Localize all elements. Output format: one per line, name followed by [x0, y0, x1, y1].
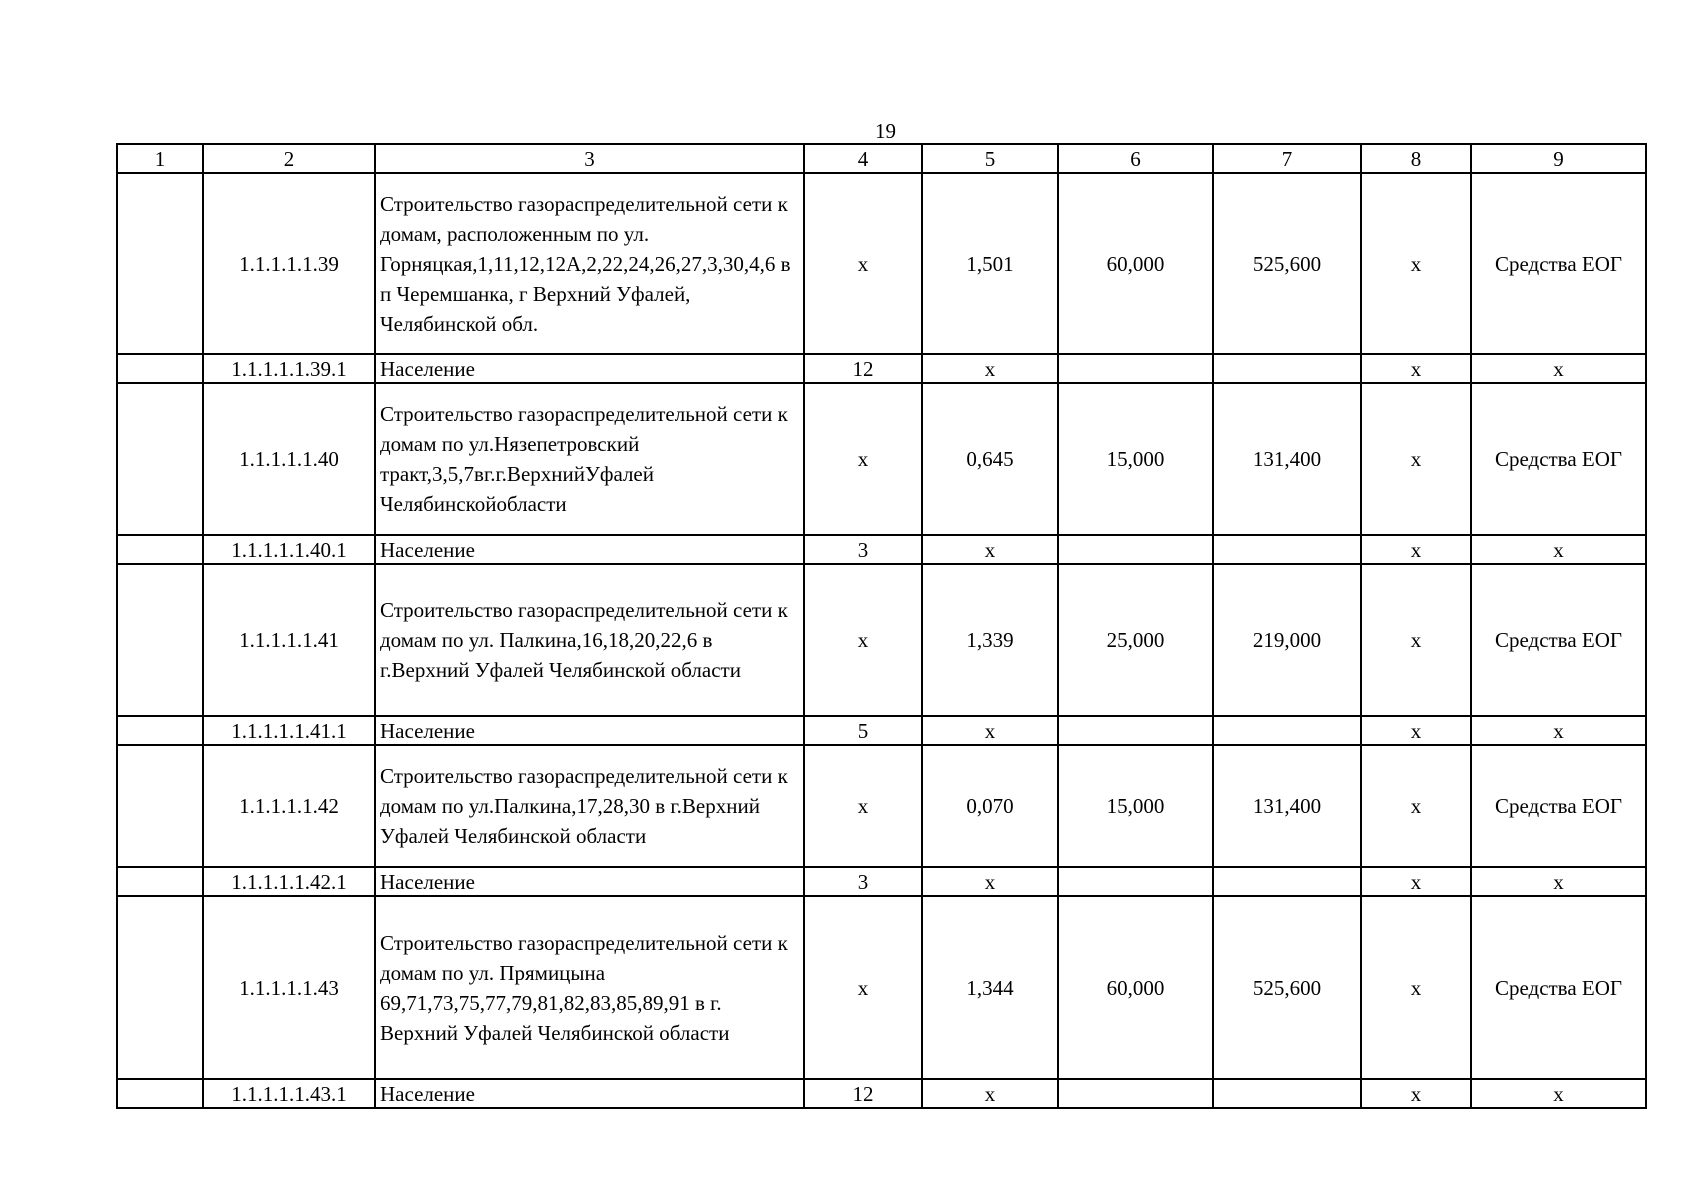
cell-code: 1.1.1.1.1.42 [203, 745, 375, 867]
cell-description: Население [375, 354, 804, 383]
cell-description: Строительство газораспределительной сети к домам, расположенным по ул. Горняцкая,1,11,12,12А,2,22,24,26,27,3,30,4,6 в п Черемшанка, г Верхний Уфалей, Челябинской обл. [375, 173, 804, 354]
table-row [117, 745, 1646, 867]
cell-col6 [1058, 535, 1213, 564]
cell-col8: х [1361, 354, 1471, 383]
cell-col7: 219,000 [1213, 564, 1361, 716]
cell-col5: х [922, 1079, 1058, 1108]
cell-col1 [117, 716, 203, 745]
cell-col5: 1,344 [922, 896, 1058, 1079]
cell-col6: 60,000 [1058, 173, 1213, 354]
cell-col6: 15,000 [1058, 383, 1213, 535]
cell-description: Население [375, 867, 804, 896]
cell-col8: х [1361, 535, 1471, 564]
cell-code: 1.1.1.1.1.41 [203, 564, 375, 716]
cell-col6: 25,000 [1058, 564, 1213, 716]
cell-code: 1.1.1.1.1.41.1 [203, 716, 375, 745]
cell-col1 [117, 173, 203, 354]
cell-code: 1.1.1.1.1.40 [203, 383, 375, 535]
cell-description: Строительство газораспределительной сети к домам по ул.Палкина,17,28,30 в г.Верхний Уфалей Челябинской области [375, 745, 804, 867]
cell-col7: 131,400 [1213, 745, 1361, 867]
cell-code: 1.1.1.1.1.39.1 [203, 354, 375, 383]
cell-col5: х [922, 354, 1058, 383]
cell-description: Строительство газораспределительной сети к домам по ул. Прямицына 69,71,73,75,77,79,81,82,83,85,89,91 в г. Верхний Уфалей Челябинской области [375, 896, 804, 1079]
cell-funding-source: х [1471, 867, 1646, 896]
table-row [117, 564, 1646, 716]
cell-col6 [1058, 354, 1213, 383]
cell-col6: 15,000 [1058, 745, 1213, 867]
cell-funding-source: Средства ЕОГ [1471, 564, 1646, 716]
cell-col8: х [1361, 867, 1471, 896]
cell-col4: 12 [804, 354, 922, 383]
cell-col1 [117, 383, 203, 535]
cell-col5: х [922, 535, 1058, 564]
table-row [117, 535, 1646, 564]
cell-col8: х [1361, 564, 1471, 716]
cell-col1 [117, 745, 203, 867]
cell-funding-source: Средства ЕОГ [1471, 745, 1646, 867]
cell-col8: х [1361, 745, 1471, 867]
table-row [117, 354, 1646, 383]
cell-col8: х [1361, 896, 1471, 1079]
cell-description: Население [375, 535, 804, 564]
cell-col4: х [804, 564, 922, 716]
cell-col8: х [1361, 173, 1471, 354]
cell-code: 1.1.1.1.1.40.1 [203, 535, 375, 564]
cell-col7 [1213, 1079, 1361, 1108]
cell-description: Население [375, 716, 804, 745]
column-header: 6 [1058, 144, 1213, 173]
cell-col4: 12 [804, 1079, 922, 1108]
cell-col4: 5 [804, 716, 922, 745]
column-header: 1 [117, 144, 203, 173]
cell-code: 1.1.1.1.1.39 [203, 173, 375, 354]
cell-col7 [1213, 867, 1361, 896]
cell-col5: х [922, 867, 1058, 896]
cell-col7 [1213, 354, 1361, 383]
cell-col4: 3 [804, 535, 922, 564]
cell-col6: 60,000 [1058, 896, 1213, 1079]
cell-col5: 1,339 [922, 564, 1058, 716]
cell-col7 [1213, 535, 1361, 564]
cell-col4: х [804, 896, 922, 1079]
cell-code: 1.1.1.1.1.43 [203, 896, 375, 1079]
column-header: 2 [203, 144, 375, 173]
table-row [117, 896, 1646, 1079]
cell-col4: х [804, 173, 922, 354]
column-header: 7 [1213, 144, 1361, 173]
cell-col6 [1058, 1079, 1213, 1108]
table-row [117, 716, 1646, 745]
cell-funding-source: х [1471, 1079, 1646, 1108]
cell-description: Строительство газораспределительной сети к домам по ул. Палкина,16,18,20,22,6 в г.Верхний Уфалей Челябинской области [375, 564, 804, 716]
cell-col1 [117, 535, 203, 564]
cell-col6 [1058, 716, 1213, 745]
data-table [116, 143, 1647, 1109]
cell-col5: 0,070 [922, 745, 1058, 867]
column-header: 4 [804, 144, 922, 173]
cell-funding-source: х [1471, 716, 1646, 745]
cell-description: Население [375, 1079, 804, 1108]
cell-col6 [1058, 867, 1213, 896]
cell-col8: х [1361, 383, 1471, 535]
table-row [117, 1079, 1646, 1108]
column-header: 3 [375, 144, 804, 173]
cell-col1 [117, 896, 203, 1079]
table-row [117, 173, 1646, 354]
cell-code: 1.1.1.1.1.43.1 [203, 1079, 375, 1108]
cell-col1 [117, 564, 203, 716]
cell-col5: 0,645 [922, 383, 1058, 535]
column-header: 9 [1471, 144, 1646, 173]
table-header-row [117, 144, 1646, 173]
cell-col7: 131,400 [1213, 383, 1361, 535]
cell-col7: 525,600 [1213, 173, 1361, 354]
cell-col1 [117, 354, 203, 383]
cell-col1 [117, 1079, 203, 1108]
cell-col8: х [1361, 716, 1471, 745]
cell-col4: х [804, 745, 922, 867]
cell-col5: х [922, 716, 1058, 745]
cell-col8: х [1361, 1079, 1471, 1108]
cell-col4: 3 [804, 867, 922, 896]
column-header: 5 [922, 144, 1058, 173]
cell-funding-source: х [1471, 535, 1646, 564]
table-row [117, 383, 1646, 535]
cell-col7: 525,600 [1213, 896, 1361, 1079]
cell-funding-source: Средства ЕОГ [1471, 383, 1646, 535]
column-header: 8 [1361, 144, 1471, 173]
cell-col5: 1,501 [922, 173, 1058, 354]
cell-funding-source: х [1471, 354, 1646, 383]
cell-col7 [1213, 716, 1361, 745]
cell-funding-source: Средства ЕОГ [1471, 896, 1646, 1079]
page-number: 19 [875, 119, 896, 143]
table-row [117, 867, 1646, 896]
cell-col4: х [804, 383, 922, 535]
cell-code: 1.1.1.1.1.42.1 [203, 867, 375, 896]
cell-funding-source: Средства ЕОГ [1471, 173, 1646, 354]
cell-col1 [117, 867, 203, 896]
cell-description: Строительство газораспределительной сети к домам по ул.Нязепетровский тракт,3,5,7вг.г.ВерхнийУфалей Челябинскойобласти [375, 383, 804, 535]
